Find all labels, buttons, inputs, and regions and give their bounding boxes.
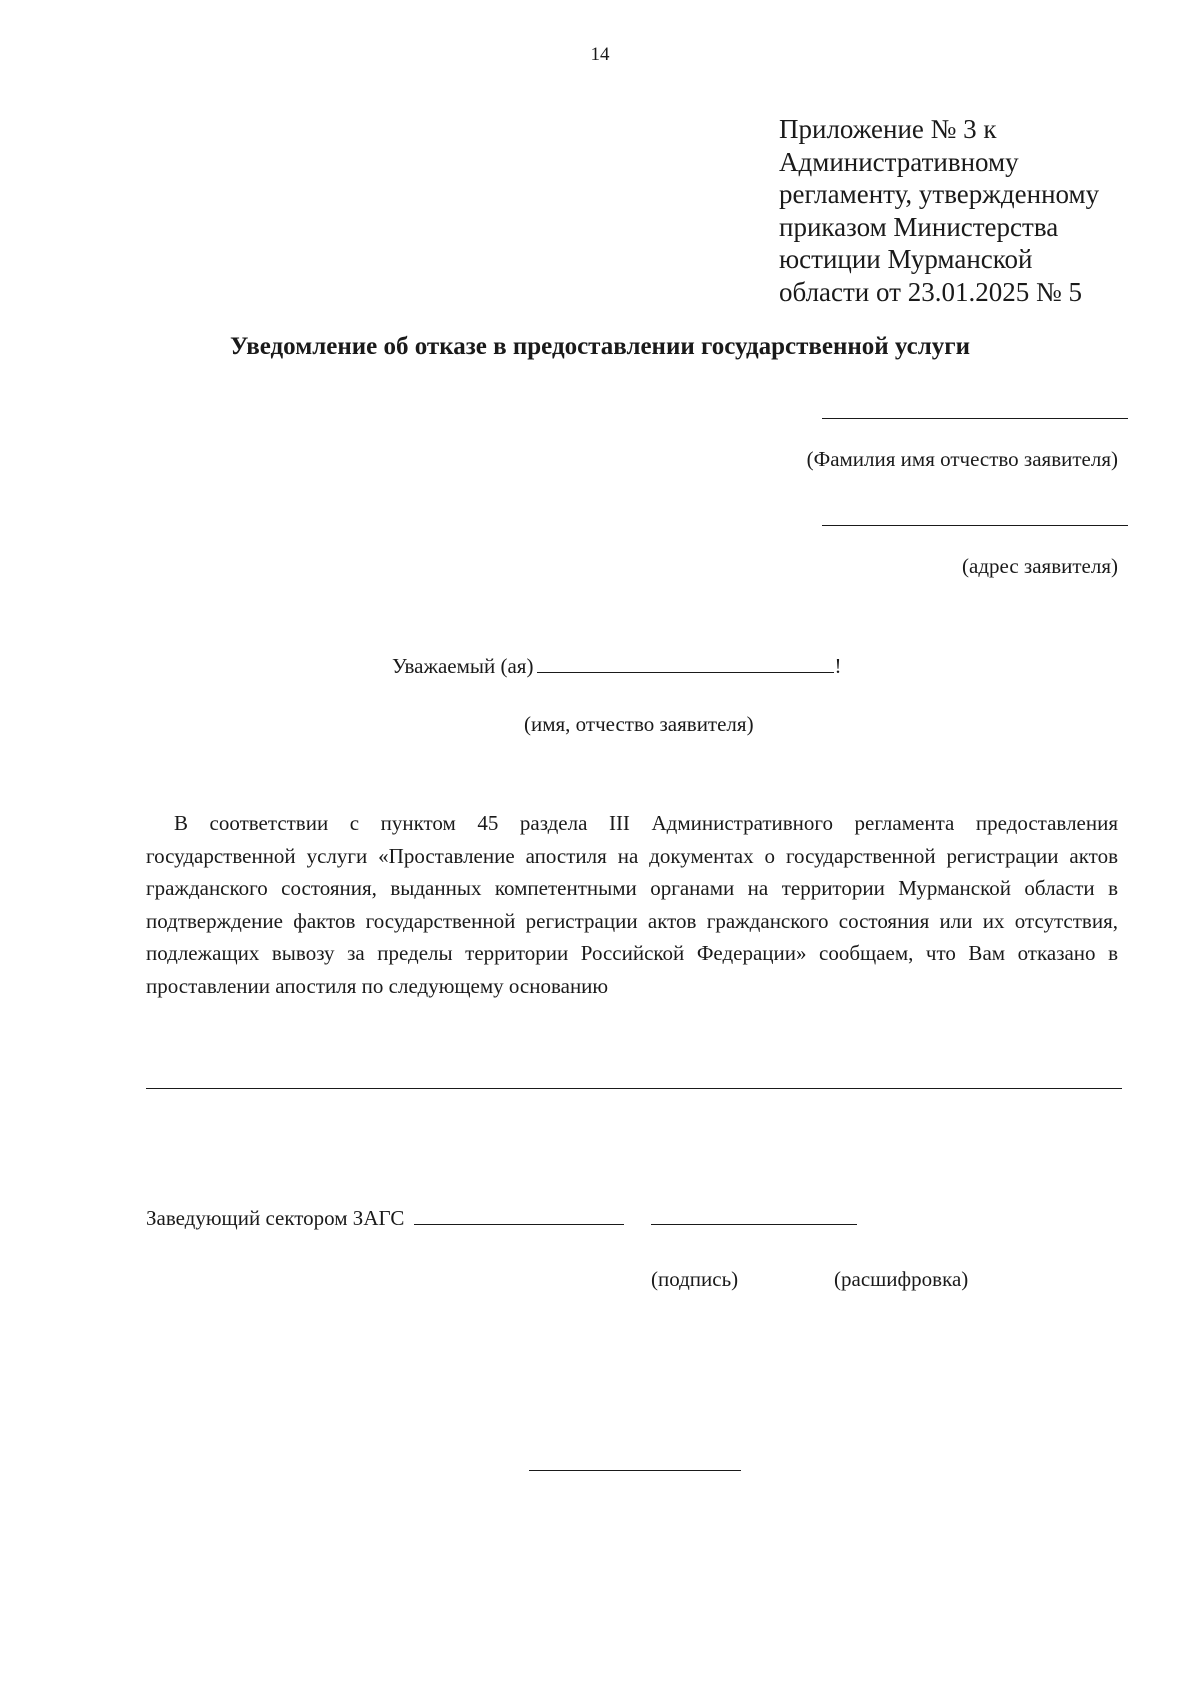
greeting-exclamation: ! <box>834 654 842 678</box>
signature-block <box>146 1206 857 1231</box>
applicant-address-caption: (адрес заявителя) <box>962 554 1118 578</box>
signature-caption: (подпись) <box>651 1267 739 1291</box>
appendix-line: Административному <box>779 146 1019 177</box>
greeting-caption: (имя, отчество заявителя) <box>524 712 754 736</box>
greeting-name-blank[interactable] <box>537 652 834 673</box>
appendix-line: регламенту, утвержденному <box>779 179 1100 209</box>
body-paragraph: В соответствии с пунктом 45 раздела III Административного регламента предоставления государственной услуги «Проставление апостиля на документах о государственной регистрации актов гражданского состояния, выданных компетентными органами на территории Мурманской области в подтверждение фактов государственной регистрации актов гражданского состояния или их отсутствия, подлежащих вывозу за пределы территории Российской Федерации» сообщаем, что Вам отказано в проставлении апостиля по следующему основанию <box>146 811 1118 998</box>
decoding-caption: (расшифровка) <box>834 1267 969 1291</box>
appendix-line: Приложение № 3 к <box>779 114 997 144</box>
applicant-address-line[interactable] <box>822 525 1128 526</box>
appendix-line: приказом Министерства <box>779 211 1059 242</box>
greeting <box>392 652 841 679</box>
appendix-line: области от 23.01.2025 № 5 <box>779 276 1082 307</box>
page-number: 14 <box>590 44 610 65</box>
end-separator <box>529 1470 741 1471</box>
appendix-line: юстиции Мурманской <box>779 244 1033 274</box>
signature-decoding-blank[interactable] <box>651 1206 857 1225</box>
refusal-reason-line[interactable] <box>146 1088 1122 1089</box>
applicant-name-line[interactable] <box>822 418 1128 419</box>
signatory-position: Заведующий сектором ЗАГС <box>146 1206 405 1230</box>
applicant-name-caption: (Фамилия имя отчество заявителя) <box>806 447 1118 471</box>
greeting-text: Уважаемый (ая) <box>392 654 534 678</box>
signature-blank[interactable] <box>414 1206 624 1225</box>
document-title: Уведомление об отказе в предоставлении государственной услуги <box>229 333 971 360</box>
appendix-header <box>779 113 1179 308</box>
